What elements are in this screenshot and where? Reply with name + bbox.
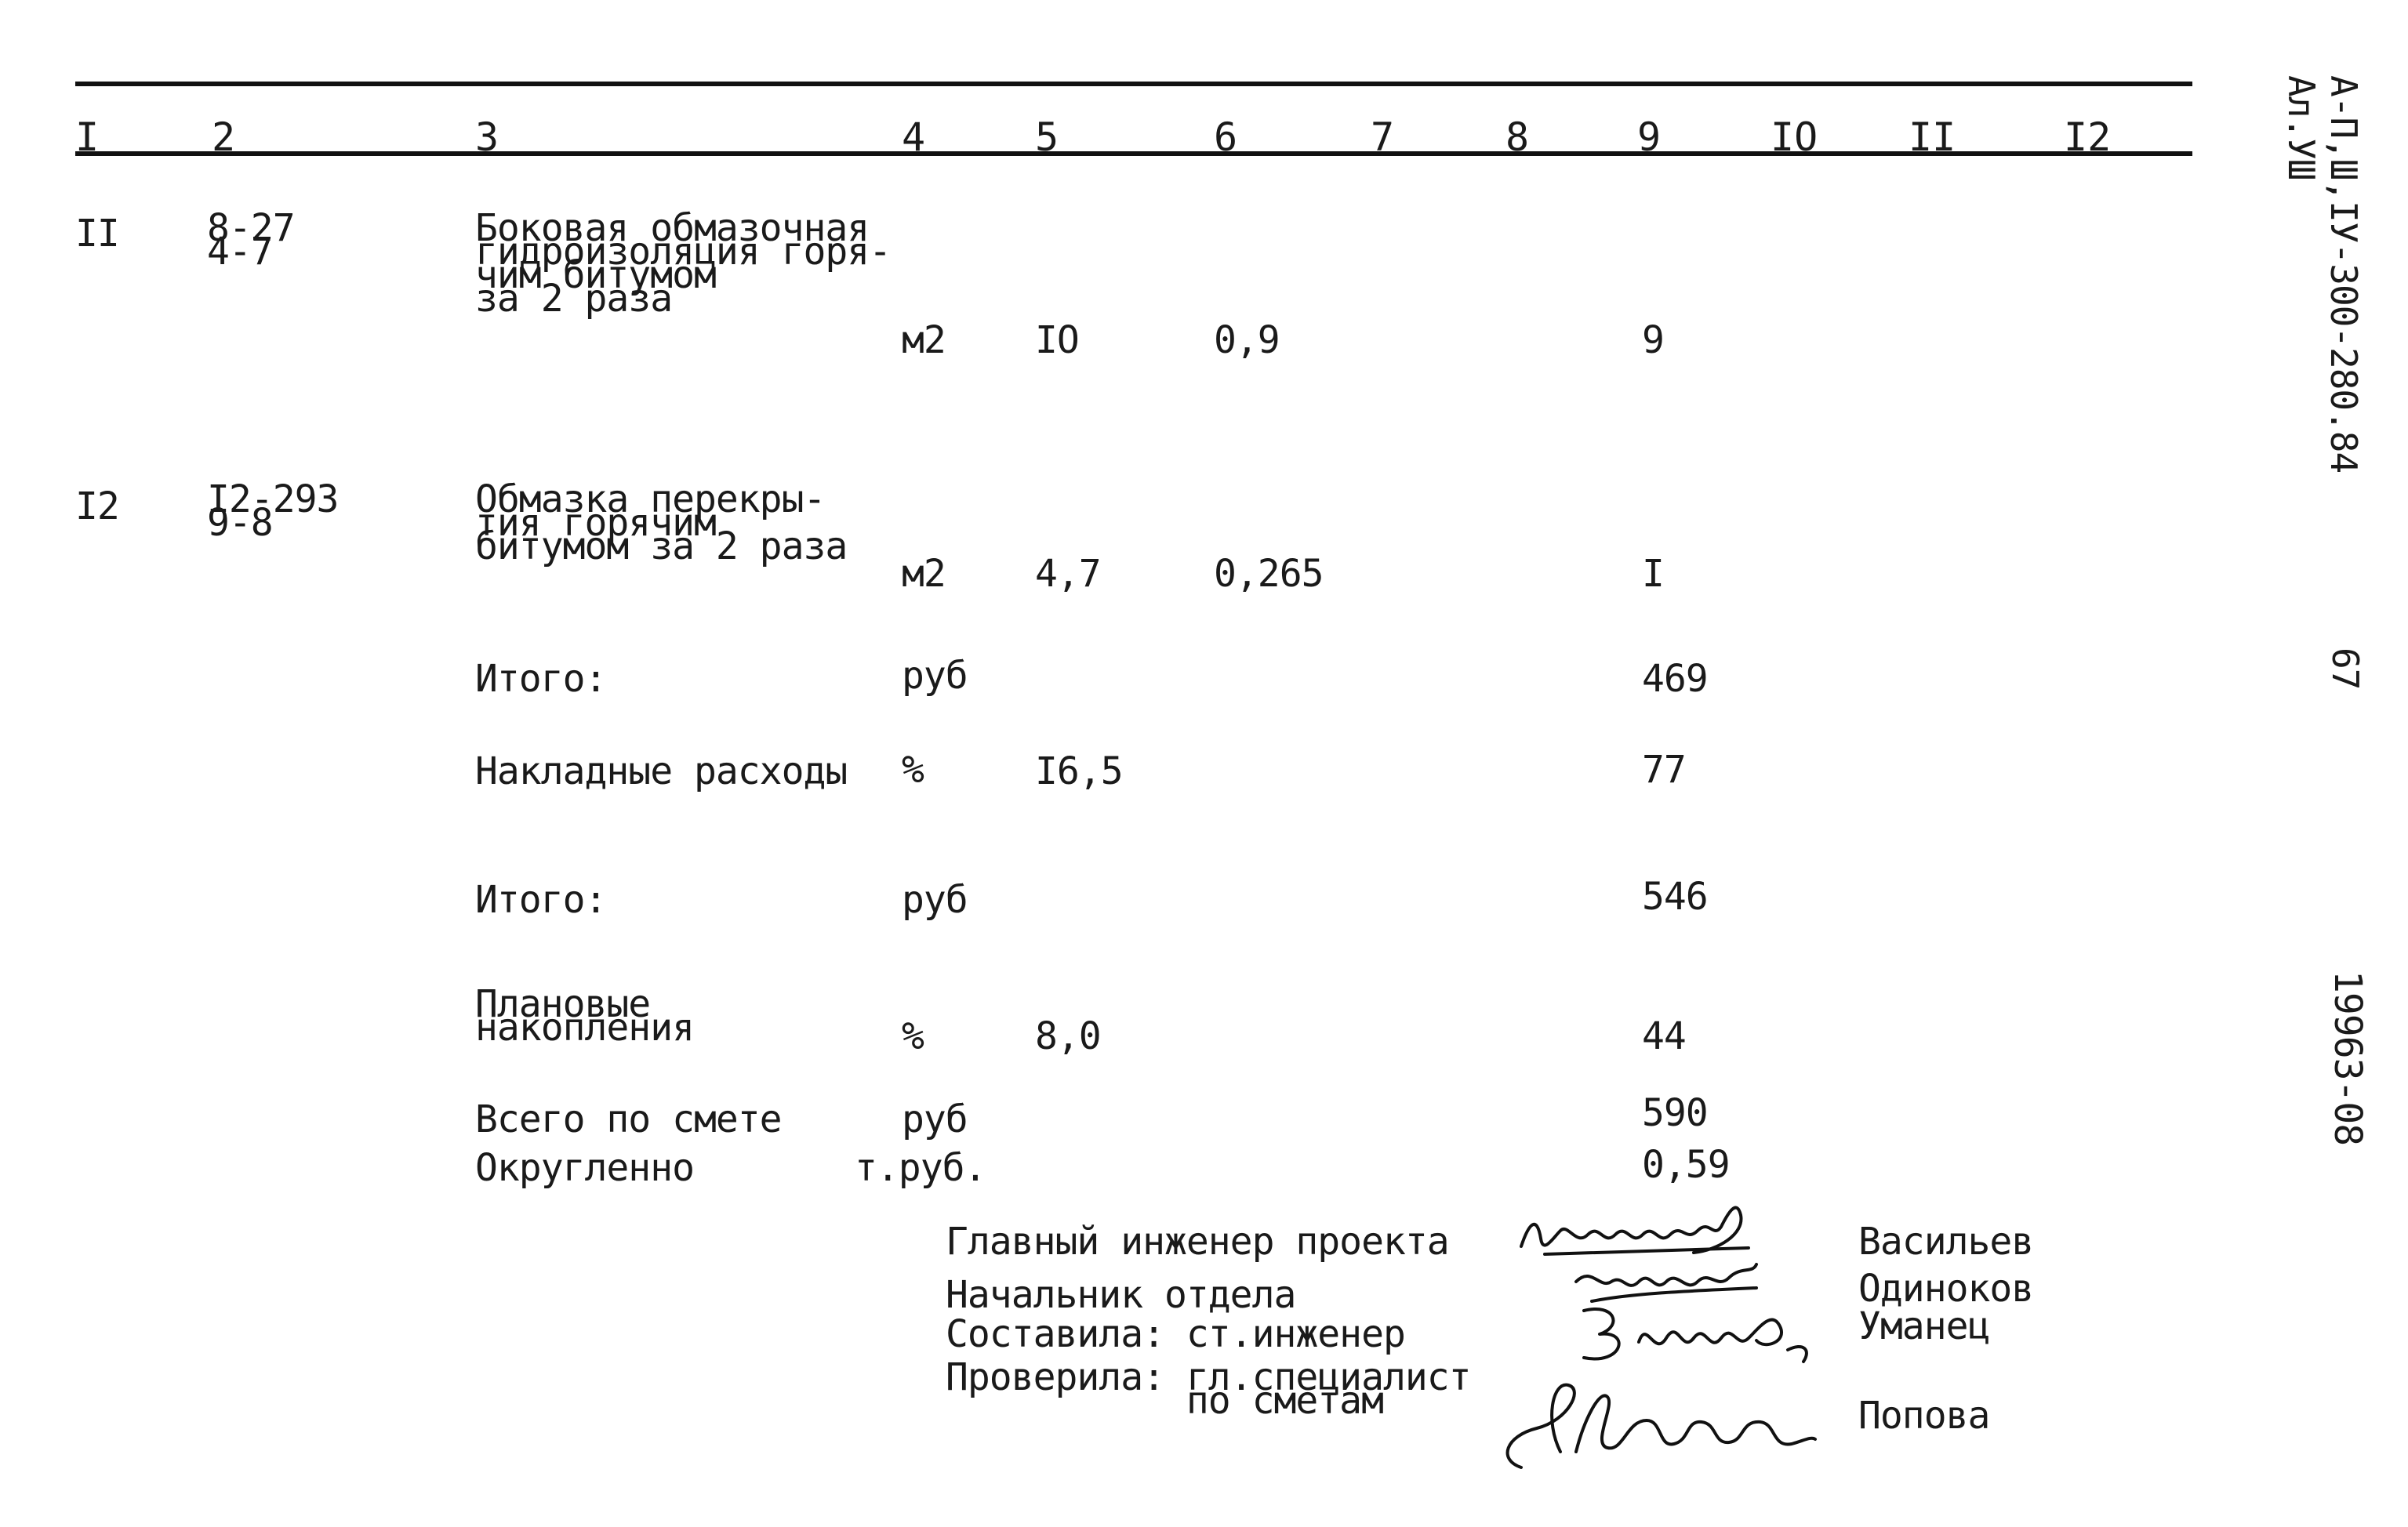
row-code: 8-27 4-7	[207, 206, 295, 274]
margin-album-code: Ал.УШ	[2280, 75, 2323, 180]
margin-inventory-number: 19963-08	[2326, 970, 2370, 1146]
summary-unit: %	[902, 748, 924, 792]
top-rule	[75, 82, 2192, 86]
handwritten-signature	[1490, 1373, 1819, 1483]
col-header-7: 7	[1371, 114, 1395, 160]
row-price: 0,9	[1214, 318, 1280, 362]
summary-label: Округленно	[475, 1146, 694, 1190]
handwritten-signature	[1568, 1295, 1827, 1381]
summary-label: Всего по смете	[475, 1097, 782, 1141]
summary-label: Плановые накопления	[475, 982, 694, 1050]
signer-name: Попова	[1858, 1394, 1990, 1438]
summary-rate: I6,5	[1035, 749, 1123, 793]
col-header-1: I	[75, 114, 100, 160]
row-number: II	[75, 212, 119, 256]
summary-label: Накладные расходы	[475, 749, 848, 793]
row-number: I2	[75, 484, 119, 528]
col-header-3: 3	[475, 114, 499, 160]
col-header-9: 9	[1637, 114, 1662, 160]
signer-name: Васильев	[1858, 1220, 2034, 1264]
col-header-11: II	[1909, 114, 1956, 160]
row-unit: м2	[902, 552, 946, 596]
summary-total: 0,59	[1642, 1143, 1730, 1187]
summary-unit: руб	[902, 1097, 968, 1141]
signer-role: Составила: ст.инженер	[946, 1312, 1405, 1356]
row-name: Обмазка перекры- тия горячим битумом за 2 раза	[475, 477, 848, 568]
row-quantity: 4,7	[1035, 552, 1101, 596]
summary-unit: %	[902, 1014, 924, 1058]
col-header-5: 5	[1035, 114, 1059, 160]
margin-page-number: 67	[2324, 647, 2366, 690]
col-header-4: 4	[902, 114, 926, 160]
margin-doc-code: А-П,Ш,IУ-300-280.84	[2323, 75, 2365, 473]
col-header-2: 2	[212, 114, 236, 160]
header-bottom-rule	[75, 151, 2192, 156]
signer-name: Одиноков	[1858, 1267, 2034, 1311]
signer-role: Проверила: гл.специалист по сметам	[946, 1355, 1471, 1423]
signer-role: Главный инженер проекта	[946, 1220, 1449, 1264]
summary-total: 469	[1642, 657, 1708, 701]
summary-total: 590	[1642, 1091, 1708, 1135]
row-total: I	[1642, 552, 1664, 596]
summary-label: Итого:	[475, 878, 607, 922]
summary-total: 44	[1642, 1014, 1686, 1058]
row-unit: м2	[902, 318, 946, 362]
summary-unit: руб	[902, 878, 968, 922]
col-header-12: I2	[2064, 114, 2112, 160]
signer-name: Уманец	[1858, 1304, 1990, 1348]
summary-total: 77	[1642, 748, 1686, 792]
row-total: 9	[1642, 318, 1664, 362]
summary-unit: т.руб.	[855, 1146, 986, 1190]
summary-unit: руб	[902, 654, 968, 698]
row-code: I2-293 9-8	[207, 477, 339, 545]
col-header-6: 6	[1214, 114, 1238, 160]
col-header-10: IO	[1771, 114, 1818, 160]
summary-label: Итого:	[475, 657, 607, 701]
summary-total: 546	[1642, 875, 1708, 919]
col-header-8: 8	[1505, 114, 1530, 160]
row-price: 0,265	[1214, 552, 1324, 596]
row-name: Боковая обмазочная гидроизоляция горя- чим битумом за 2 раза	[475, 206, 892, 321]
row-quantity: IO	[1035, 318, 1079, 362]
signer-role: Начальник отдела	[946, 1273, 1296, 1317]
summary-rate: 8,0	[1035, 1014, 1101, 1058]
